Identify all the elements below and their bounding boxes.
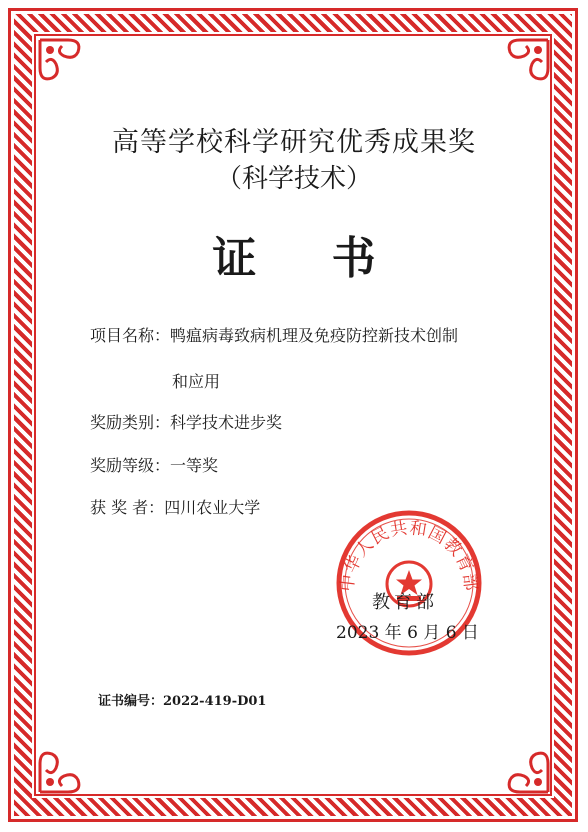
issue-date: 2023 年 6 月 6 日: [336, 623, 479, 643]
award-grade-row: [90, 456, 218, 476]
award-category-label: 奖励类别：: [90, 413, 171, 432]
project-name-row: [90, 326, 458, 346]
award-title: 高等学校科学研究优秀成果奖: [112, 127, 476, 158]
award-category-row: [90, 413, 282, 433]
winner-label: 获 奖 者：: [90, 498, 165, 517]
award-subtitle: （科学技术）: [215, 164, 372, 194]
winner-row: [90, 498, 260, 518]
corner-ornament: [504, 748, 550, 794]
award-grade-value: 一等奖: [170, 456, 219, 475]
certificate-heading: 证 书: [212, 233, 406, 284]
award-category-value: 科学技术进步奖: [170, 413, 283, 432]
svg-text:中华人民共和国教育部: 中华人民共和国教育部: [337, 518, 481, 593]
project-name-label: 项目名称：: [90, 326, 171, 345]
corner-ornament: [38, 38, 84, 84]
project-name-value: 鸭瘟病毒致病机理及免疫防控新技术创制: [170, 326, 459, 345]
corner-ornament: [504, 38, 550, 84]
certificate-number: 证书编号：2022-419-D01: [98, 694, 267, 709]
award-grade-label: 奖励等级：: [90, 456, 171, 475]
issuing-authority: 教育部: [372, 592, 438, 613]
project-name-value-continued: 和应用: [172, 372, 221, 391]
winner-value: 四川农业大学: [164, 498, 261, 517]
corner-ornament: [38, 748, 84, 794]
